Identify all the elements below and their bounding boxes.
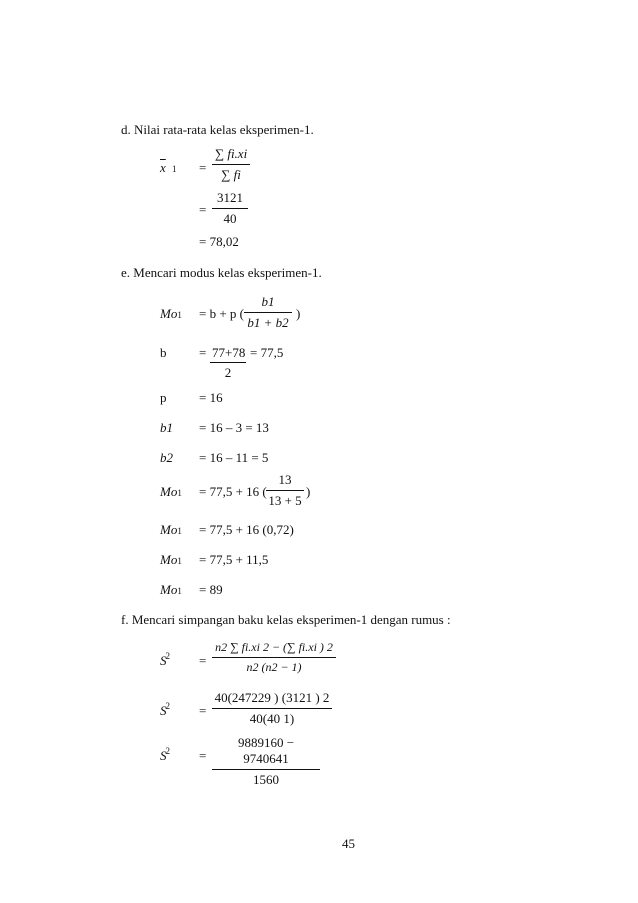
stdev-eq-2: =	[199, 703, 207, 718]
mode-step1-fraction	[266, 472, 304, 509]
mean-eq-1: =	[199, 160, 207, 175]
mode-step1-denominator: 13 + 5	[268, 493, 302, 508]
b1-value: = 16 – 3 = 13	[199, 420, 269, 435]
mo-sub: 1	[177, 586, 182, 596]
mean-value-fraction	[212, 190, 248, 227]
b-result: = 77,5	[250, 345, 284, 360]
stdev-label-2	[160, 703, 170, 719]
mo-sub: 1	[177, 526, 182, 536]
s-text: S	[160, 703, 167, 718]
p-label: p	[160, 390, 167, 405]
stdev-eq-1: =	[199, 653, 207, 668]
mode-step1-prefix: = 77,5 + 16 (	[199, 484, 267, 499]
b-denominator: 2	[224, 365, 232, 380]
mean-eq-2: =	[199, 202, 207, 217]
mode-label-4	[160, 552, 182, 568]
mode-formula-suffix: )	[296, 306, 301, 321]
mode-formula-fraction	[244, 294, 292, 331]
mean-lhs-var: $\overline{x}$	[160, 160, 166, 175]
b-prefix: =	[199, 345, 207, 360]
mean-value-denominator: 40	[223, 211, 237, 226]
b-numerator: 77+78	[210, 345, 246, 363]
mode-label-5	[160, 582, 182, 598]
stdev-formula-numerator: n2 ∑ fi.xi 2 − (∑ fi.xi ) 2	[212, 640, 336, 658]
stdev-label-3	[160, 748, 170, 764]
mean-lhs	[160, 160, 177, 176]
section-f-heading: f. Mencari simpangan baku kelas eksperimen-1 dengan rumus :	[121, 612, 451, 627]
mode-label-3	[160, 522, 182, 538]
b-fraction	[210, 345, 246, 381]
stdev-step2-denominator: 1560	[253, 772, 279, 787]
mo-sub: 1	[177, 488, 182, 498]
b-label: b	[160, 345, 167, 360]
mean-result: = 78,02	[199, 234, 239, 249]
mean-lhs-sub: 1	[172, 164, 177, 174]
mode-step1-numerator: 13	[266, 472, 304, 491]
mean-formula-numerator: ∑ fi.xi	[212, 146, 250, 165]
s-sup: 2	[165, 746, 170, 756]
mode-step2: = 77,5 + 16 (0,72)	[199, 522, 294, 537]
mode-formula-prefix: = b + p (	[199, 306, 244, 321]
mode-step1-suffix: )	[306, 484, 311, 499]
mean-formula-fraction	[212, 146, 250, 183]
s-text: S	[160, 748, 167, 763]
b1-label: b1	[160, 420, 173, 435]
stdev-eq-3: =	[199, 748, 207, 763]
mode-step4: = 89	[199, 582, 223, 597]
stdev-step2-fraction	[212, 735, 320, 788]
s-sup: 2	[165, 701, 170, 711]
stdev-formula-fraction	[212, 640, 336, 675]
stdev-label-1	[160, 653, 170, 669]
s-text: S	[160, 653, 167, 668]
mean-value-numerator: 3121	[212, 190, 248, 209]
b2-value: = 16 – 11 = 5	[199, 450, 269, 465]
mo-text: Mo	[160, 522, 178, 537]
mean-formula-denominator: ∑ fi	[221, 167, 241, 182]
stdev-step1-fraction	[212, 690, 332, 727]
b2-label: b2	[160, 450, 173, 465]
section-d-heading: d. Nilai rata-rata kelas eksperimen-1.	[121, 122, 314, 137]
mode-step3: = 77,5 + 11,5	[199, 552, 269, 567]
mo-text: Mo	[160, 484, 178, 499]
mo-text: Mo	[160, 306, 178, 321]
page-number: 45	[342, 836, 355, 851]
mode-formula-numerator: b1	[244, 294, 292, 313]
mo-text: Mo	[160, 552, 178, 567]
mode-label-1	[160, 306, 182, 322]
mo-text: Mo	[160, 582, 178, 597]
mo-sub: 1	[177, 556, 182, 566]
mode-label-2	[160, 484, 182, 500]
mo-sub: 1	[177, 310, 182, 320]
s-sup: 2	[165, 651, 170, 661]
section-e-heading: e. Mencari modus kelas eksperimen-1.	[121, 265, 322, 280]
stdev-formula-denominator: n2 (n2 − 1)	[246, 660, 302, 674]
mode-formula-denominator: b1 + b2	[247, 315, 289, 330]
stdev-step1-numerator: 40(247229 ) (3121 ) 2	[212, 690, 332, 709]
stdev-step2-numerator: 9889160 − 9740641	[212, 735, 320, 770]
p-value: = 16	[199, 390, 223, 405]
stdev-step1-denominator: 40(40 1)	[249, 711, 295, 726]
